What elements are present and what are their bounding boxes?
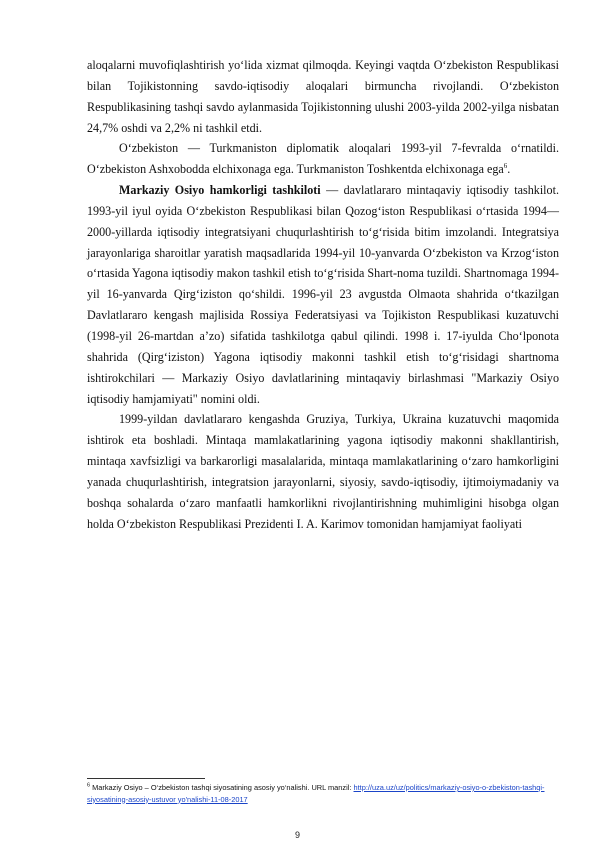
footnote-text: Markaziy Osiyo – O‘zbekiston tashqi siyosatining asosiy yo‘nalishi. URL manzil: (90, 783, 354, 792)
footnote-number: 6 (87, 782, 91, 789)
paragraph-2-end: . (507, 162, 511, 177)
footnote-link[interactable]: http://uza.uz/uz/politics/markaziy-osiyo-o-zbekiston-tashqi-siyosatining-asosiy-ustuvor yo'nalishi-11-08-2017 (87, 783, 545, 804)
term-heading: Markaziy Osiyo hamkorligi tashkiloti (119, 183, 321, 198)
paragraph-2 (87, 138, 559, 180)
paragraph-3 (87, 180, 559, 409)
paragraph-4: 1999-yildan davlatlararo kengashda Gruziya, Turkiya, Ukraina kuzatuvchi maqomida ishtirok eta boshladi. Mintaqa mamlakatlarining yagona iqtisodiy makonni shakllantirish, mintaqa xavfsizligi va barkarorligi masalalarida, mintaqa mamlakatlarining o‘zaro hamkorligini yanada chuqurlashtirish, integratsion jarayonlarni, siyosiy, savdo-iqtisodiy, ijtimoiymadaniy va boshqa sohalarda o‘zaro manfaatli hamkorlikni rivojlantirishning muhimligini hisobga olgan holda O‘zbekiston Respublikasi Prezidenti I. A. Karimov tomonidan hamjamiyat faoliyati (87, 412, 559, 531)
body-text (87, 55, 559, 534)
paragraph-3-text: — davlatlararo mintaqaviy iqtisodiy tashkilot. 1993-yil iyul oyida O‘zbekiston Respublikasi bilan Qozog‘iston Respublikasi o‘rtasida 1994—2000-yillarda iqtisodiy integratsiyani chuqurlashtirish to‘g‘risida bitim imzolandi. Integratsiya jarayonlariga sharoitlar yaratish maqsadlarida 1994-yil 10-yanvarda O‘zbekiston va Krzog‘iston o‘rtasida Yagona iqtisodiy makon tashkil etish to‘g‘risida Shart-noma tuzildi. Shartnomaga 1994-yil 16-yanvarda Qirg‘iziston qo‘shildi. 1996-yil 23 avgustda Olmaota shahrida o‘tkazilgan Davlatlararo kengash majlisida Rossiya Federatsiyasi va Tojikiston Respublikasi kuzatuvchi (1998-yil 26-martdan a’zo) sifatida tashkilotga qabul qilindi. 1998 i. 17-iyulda Cho‘lponota shahrida (Qirg‘iziston) Yagona iqtisodiy makonni tashkil etish to‘g‘risidagi shartnoma ishtirokchilari — Markaziy Osiyo davlatlarining mintaqaviy birlashmasi "Markaziy Osiyo iqtisodiy hamjamiyati" nomini oldi. (87, 183, 559, 406)
page-number: 9 (294, 830, 300, 840)
paragraph-2-text: O‘zbekiston — Turkmaniston diplomatik aloqalari 1993-yil 7-fevralda o‘rnatildi. O‘zbekiston Ashxobodda elchixonaga ega. Turkmaniston Toshkentda elchixonaga ega (87, 141, 559, 177)
footnote-divider (87, 778, 205, 779)
paragraph-1: aloqalarni muvofiqlashtirish yo‘lida xizmat qilmoqda. Keyingi vaqtda O‘zbekiston Respublikasi bilan Tojikistonning savdo-iqtisodiy aloqalari birmuncha rivojlandi. O‘zbekiston Respublikasining tashqi savdo aylanmasida Tojikistonning ulushi 2003-yilda 2002-yilga nisbatan 24,7% oshdi va 2,2% ni tashkil etdi. (87, 58, 559, 135)
footnote (87, 782, 567, 805)
footnote-ref[interactable]: 6 (503, 162, 508, 171)
